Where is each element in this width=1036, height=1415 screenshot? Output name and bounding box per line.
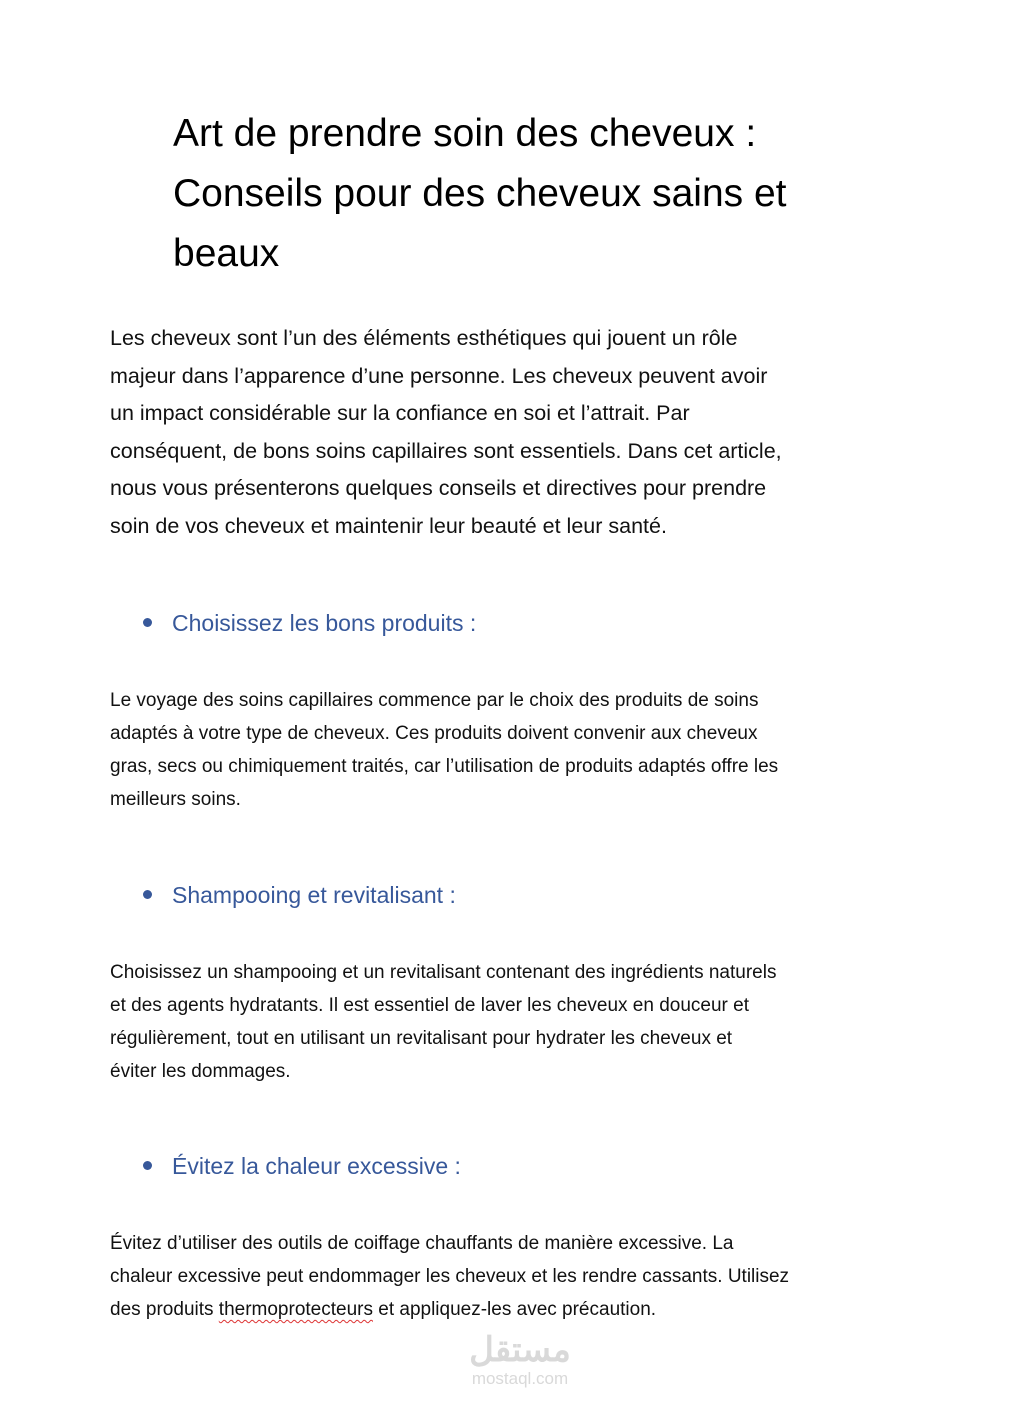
section-heading bbox=[143, 1153, 461, 1180]
text-line: majeur dans l’apparence d’une personne. Les cheveux peuvent avoir bbox=[110, 363, 768, 388]
text-segment: et appliquez-les avec précaution. bbox=[372, 1299, 657, 1320]
bullet-icon bbox=[143, 1161, 152, 1170]
text-line: Les cheveux sont l’un des éléments esthétiques qui jouent un rôle bbox=[110, 326, 738, 350]
text-line: meilleurs soins. bbox=[110, 789, 241, 810]
title-line: beaux bbox=[173, 232, 280, 275]
title-line: Conseils pour des cheveux sains et bbox=[173, 172, 787, 215]
text-line: adaptés à votre type de cheveux. Ces produits doivent convenir aux cheveux bbox=[110, 723, 758, 744]
watermark-logo bbox=[455, 1330, 585, 1388]
document-title bbox=[173, 104, 787, 284]
section-heading bbox=[143, 882, 456, 909]
section-heading bbox=[143, 610, 476, 637]
text-line: chaleur excessive peut endommager les cheveux et les rendre cassants. Utilisez bbox=[110, 1266, 790, 1287]
heading-text: Choisissez les bons produits : bbox=[172, 610, 477, 636]
text-line: et des agents hydratants. Il est essentiel de laver les cheveux en douceur et bbox=[110, 995, 749, 1016]
heading-text: Shampooing et revitalisant : bbox=[172, 882, 456, 908]
text-segment: des produits bbox=[110, 1299, 219, 1320]
section-paragraph bbox=[110, 956, 776, 1088]
section-paragraph bbox=[110, 684, 778, 816]
text-line: conséquent, de bons soins capillaires sont essentiels. Dans cet article, bbox=[110, 438, 782, 463]
watermark-arabic: مستقل bbox=[469, 1331, 571, 1369]
text-line: éviter les dommages. bbox=[110, 1061, 291, 1082]
text-line: régulièrement, tout en utilisant un revitalisant pour hydrater les cheveux et bbox=[110, 1028, 733, 1049]
text-line: soin de vos cheveux et maintenir leur beauté et leur santé. bbox=[110, 513, 667, 538]
title-line: Art de prendre soin des cheveux : bbox=[173, 112, 757, 155]
text-line bbox=[110, 1293, 789, 1326]
text-line: nous vous présenterons quelques conseils et directives pour prendre bbox=[110, 476, 767, 500]
text-line: Choisissez un shampooing et un revitalisant contenant des ingrédients naturels bbox=[110, 962, 777, 983]
bullet-icon bbox=[143, 890, 152, 899]
text-line: Le voyage des soins capillaires commence par le choix des produits de soins bbox=[110, 690, 759, 711]
section-paragraph bbox=[110, 1227, 789, 1326]
misspelled-word[interactable]: thermoprotecteurs bbox=[218, 1299, 373, 1320]
intro-paragraph bbox=[110, 320, 782, 545]
text-line: gras, secs ou chimiquement traités, car l’utilisation de produits adaptés offre les bbox=[110, 756, 779, 777]
text-line: Évitez d’utiliser des outils de coiffage chauffants de manière excessive. La bbox=[110, 1233, 734, 1254]
bullet-icon bbox=[143, 618, 152, 627]
heading-text: Évitez la chaleur excessive : bbox=[172, 1153, 461, 1179]
watermark-latin: mostaql.com bbox=[471, 1369, 569, 1388]
text-line: un impact considérable sur la confiance en soi et l’attrait. Par bbox=[110, 401, 690, 425]
